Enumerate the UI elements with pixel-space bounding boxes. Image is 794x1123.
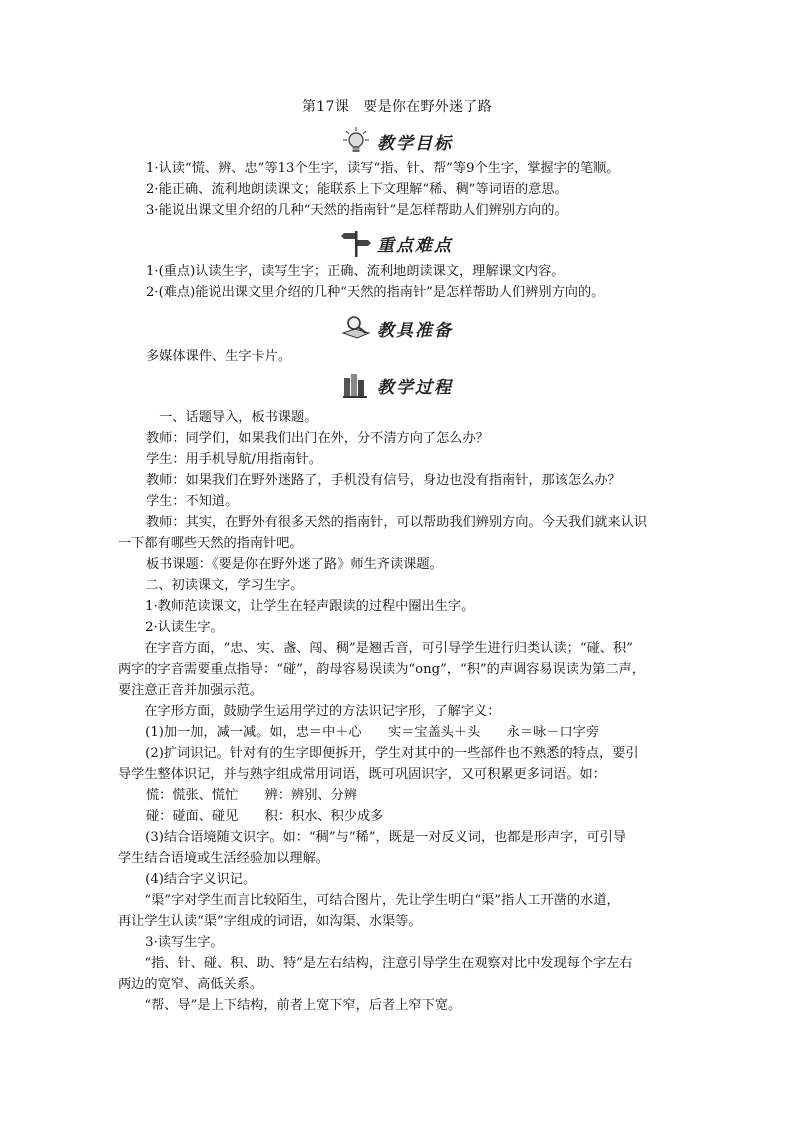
- process-heading-1: 一、话题导入，板书课题。: [146, 410, 318, 425]
- paragraph-line: (1)加一加，减一减。如，忠＝中＋心 实＝宝盖头＋头 永＝咏－口字旁: [132, 725, 600, 740]
- section-label-materials: 教具准备: [377, 320, 453, 341]
- paragraph-line: (3)结合语境随文识字。如：“稠”与“稀”，既是一对反义词，也都是形声字，可引导: [132, 830, 627, 845]
- books-icon: [341, 370, 371, 400]
- key-point-line-2: 2·(难点)能说出课文里介绍的几种“天然的指南针”是怎样帮助人们辨别方向的。: [146, 285, 605, 300]
- paragraph-line: 要注意正音并加强示范。: [118, 683, 264, 698]
- dialogue-line: 教师：如果我们在野外迷路了，手机没有信号，身边也没有指南针，那该怎么办？: [146, 473, 621, 488]
- materials-line: 多媒体课件、生字卡片。: [146, 349, 292, 364]
- section-header-key-points: [0, 228, 794, 258]
- signpost-icon: [341, 228, 371, 258]
- dialogue-line: 学生：用手机导航/用指南针。: [146, 452, 322, 467]
- paragraph-line: “渠”字对学生而言比较陌生，可结合图片，先让学生明白“渠”指人工开凿的水道，: [118, 893, 620, 908]
- paragraph-line: 两边的宽窄、高低关系。: [118, 977, 264, 992]
- paragraph-line: 两字的字音需要重点指导：“碰”，韵母容易误读为“ong”，“积”的声调容易误读为第二声，: [118, 662, 645, 677]
- paragraph-line: 学生结合语境或生活经验加以理解。: [118, 851, 329, 866]
- lesson-title: 第17课 要是你在野外迷了路: [301, 99, 492, 115]
- process-step: 2·认读生字。: [132, 620, 224, 635]
- section-label-goals: 教学目标: [377, 133, 453, 154]
- magnifier-book-icon: [341, 313, 371, 343]
- board-title-line: 板书课题：《要是你在野外迷了路》师生齐读课题。: [146, 557, 443, 572]
- word-example-line: 慌：慌张、慌忙 辨：辨别、分辨: [146, 788, 357, 803]
- process-step: 3·读写生字。: [132, 935, 224, 950]
- section-header-goals: [0, 126, 794, 156]
- paragraph-line: (2)扩词识记。针对有的生字即便拆开，学生对其中的一些部件也不熟悉的特点，要引: [132, 746, 639, 761]
- goal-line-1: 1·认读“慌、辨、忠”等13个生字，读写“指、针、帮”等9个生字，掌握字的笔顺。: [146, 161, 620, 176]
- paragraph-line: (4)结合字义识记。: [132, 872, 257, 887]
- process-heading-2: 二、初读课文，学习生字。: [132, 578, 304, 593]
- paragraph-line: “指、针、碰、积、助、特”是左右结构，注意引导学生在观察对比中发现每个字左右: [118, 956, 633, 971]
- section-label-key-points: 重点难点: [377, 235, 453, 256]
- goal-line-3: 3·能说出课文里介绍的几种“天然的指南针”是怎样帮助人们辨别方向的。: [146, 203, 568, 218]
- dialogue-line-continued: 一下都有哪些天然的指南针吧。: [118, 536, 303, 551]
- section-header-materials: [0, 313, 794, 343]
- section-label-process: 教学过程: [377, 377, 453, 398]
- paragraph-line: 在字音方面，“忠、实、盏、闯、稠”是翘舌音，可引导学生进行归类认读；“碰、积”: [118, 641, 633, 656]
- dialogue-line: 教师：其实，在野外有很多天然的指南针，可以帮助我们辨别方向。今天我们就来认识: [146, 515, 648, 530]
- paragraph-line: 在字形方面，鼓励学生运用学过的方法识记字形，了解字义：: [118, 704, 501, 719]
- paragraph-line: 再让学生认读“渠”字组成的词语，如沟渠、水渠等。: [118, 914, 422, 929]
- key-point-line-1: 1·(重点)认读生字，读写生字；正确、流利地朗读课文，理解课文内容。: [146, 264, 565, 279]
- section-header-process: [0, 370, 794, 400]
- paragraph-line: “帮、导”是上下结构，前者上宽下窄，后者上窄下宽。: [118, 998, 462, 1013]
- paragraph-line: 导学生整体识记，并与熟字组成常用词语，既可巩固识字，又可积累更多词语。如：: [118, 767, 606, 782]
- dialogue-line: 学生：不知道。: [146, 494, 239, 509]
- lightbulb-icon: [341, 126, 371, 156]
- word-example-line: 碰：碰面、碰见 积：积水、积少成多: [146, 809, 384, 824]
- goal-line-2: 2·能正确、流利地朗读课文；能联系上下文理解“稀、稠”等词语的意思。: [146, 182, 568, 197]
- dialogue-line: 教师：同学们，如果我们出门在外，分不清方向了怎么办？: [146, 431, 489, 446]
- process-step: 1·教师范读课文，让学生在轻声跟读的过程中圈出生字。: [132, 599, 475, 614]
